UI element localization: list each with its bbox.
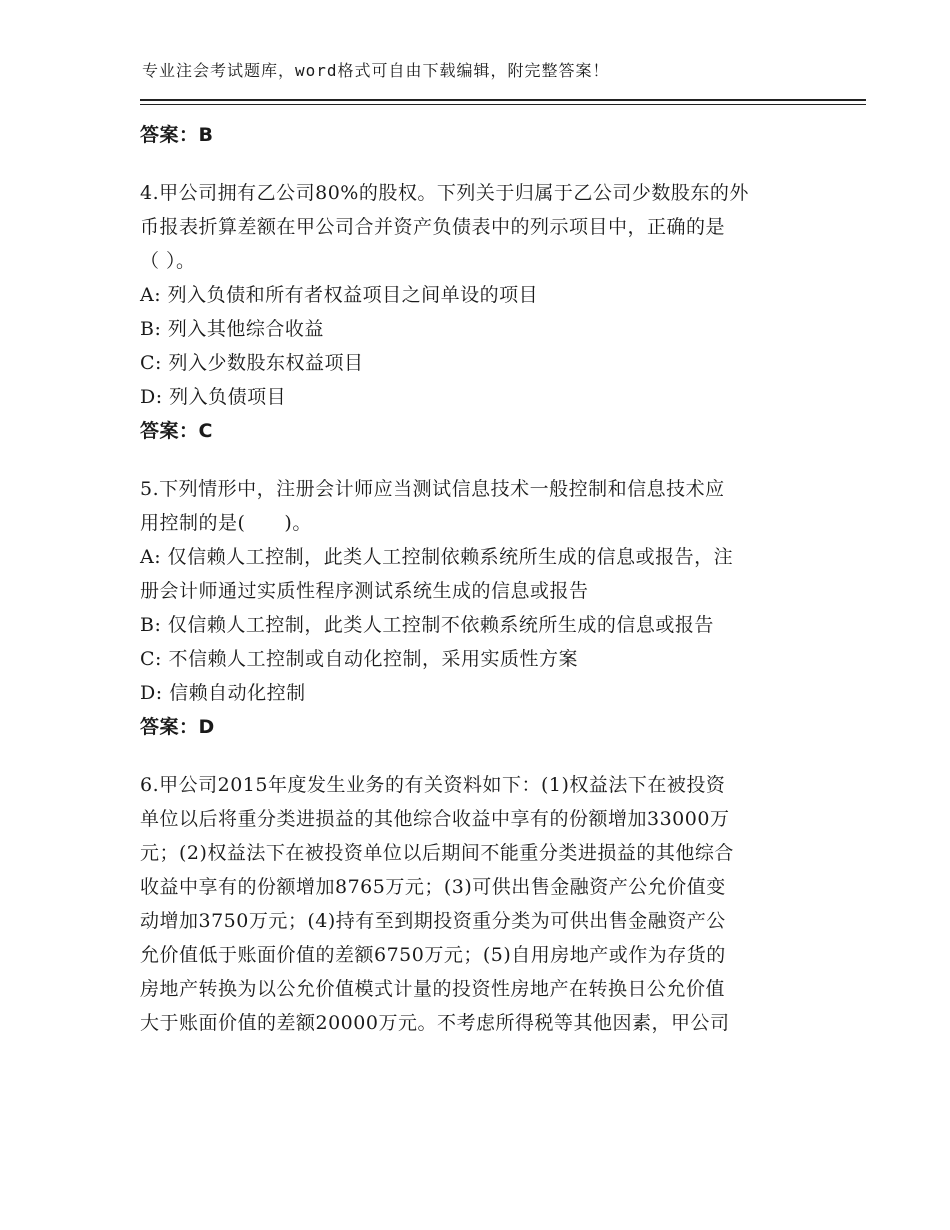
option-d: D: 列入负债项目 (140, 386, 287, 408)
option-b: B: 列入其他综合收益 (140, 318, 324, 340)
question-stem: 用控制的是( )。 (140, 512, 312, 534)
question-stem: 4.甲公司拥有乙公司80%的股权。下列关于归属于乙公司少数股东的外 (140, 182, 749, 204)
option-a: A: 列入负债和所有者权益项目之间单设的项目 (140, 284, 539, 306)
question-stem: 动增加3750万元；(4)持有至到期投资重分类为可供出售金融资产公 (140, 910, 726, 932)
question-stem: 6.甲公司2015年度发生业务的有关资料如下：(1)权益法下在被投资 (140, 774, 726, 796)
option-d: D: 信赖自动化控制 (140, 682, 306, 704)
option-c: C: 不信赖人工控制或自动化控制，采用实质性方案 (140, 648, 578, 670)
header-rule-thin (140, 104, 866, 105)
question-stem: 收益中享有的份额增加8765万元；(3)可供出售金融资产公允价值变 (140, 876, 726, 898)
option-b: B: 仅信赖人工控制，此类人工控制不依赖系统所生成的信息或报告 (140, 614, 714, 636)
option-a: A: 仅信赖人工控制，此类人工控制依赖系统所生成的信息或报告，注 (140, 546, 734, 568)
question-4 (140, 176, 820, 448)
question-stem: （ ）。 (140, 250, 196, 272)
option-a-continued: 册会计师通过实质性程序测试系统生成的信息或报告 (140, 580, 589, 602)
question-stem: 允价值低于账面价值的差额6750万元；(5)自用房地产或作为存货的 (140, 944, 726, 966)
question-stem: 单位以后将重分类进损益的其他综合收益中享有的份额增加33000万 (140, 808, 730, 830)
question-5 (140, 472, 820, 744)
question-stem: 币报表折算差额在甲公司合并资产负债表中的列示项目中，正确的是 (140, 216, 726, 238)
question-6 (140, 768, 820, 1040)
document-body (140, 118, 820, 1040)
answer-line: 答案：D (140, 716, 215, 738)
question-stem: 5.下列情形中，注册会计师应当测试信息技术一般控制和信息技术应 (140, 478, 725, 500)
question-stem: 房地产转换为以公允价值模式计量的投资性房地产在转换日公允价值 (140, 978, 726, 1000)
question-stem: 大于账面价值的差额20000万元。不考虑所得税等其他因素，甲公司 (140, 1012, 730, 1034)
answer-line: 答案：C (140, 420, 213, 442)
header-rule-thick (140, 99, 866, 101)
question-stem: 元；(2)权益法下在被投资单位以后期间不能重分类进损益的其他综合 (140, 842, 734, 864)
answer-line: 答案：B (140, 124, 214, 146)
page-header: 专业注会考试题库，word格式可自由下载编辑，附完整答案！ (142, 61, 610, 80)
option-c: C: 列入少数股东权益项目 (140, 352, 364, 374)
